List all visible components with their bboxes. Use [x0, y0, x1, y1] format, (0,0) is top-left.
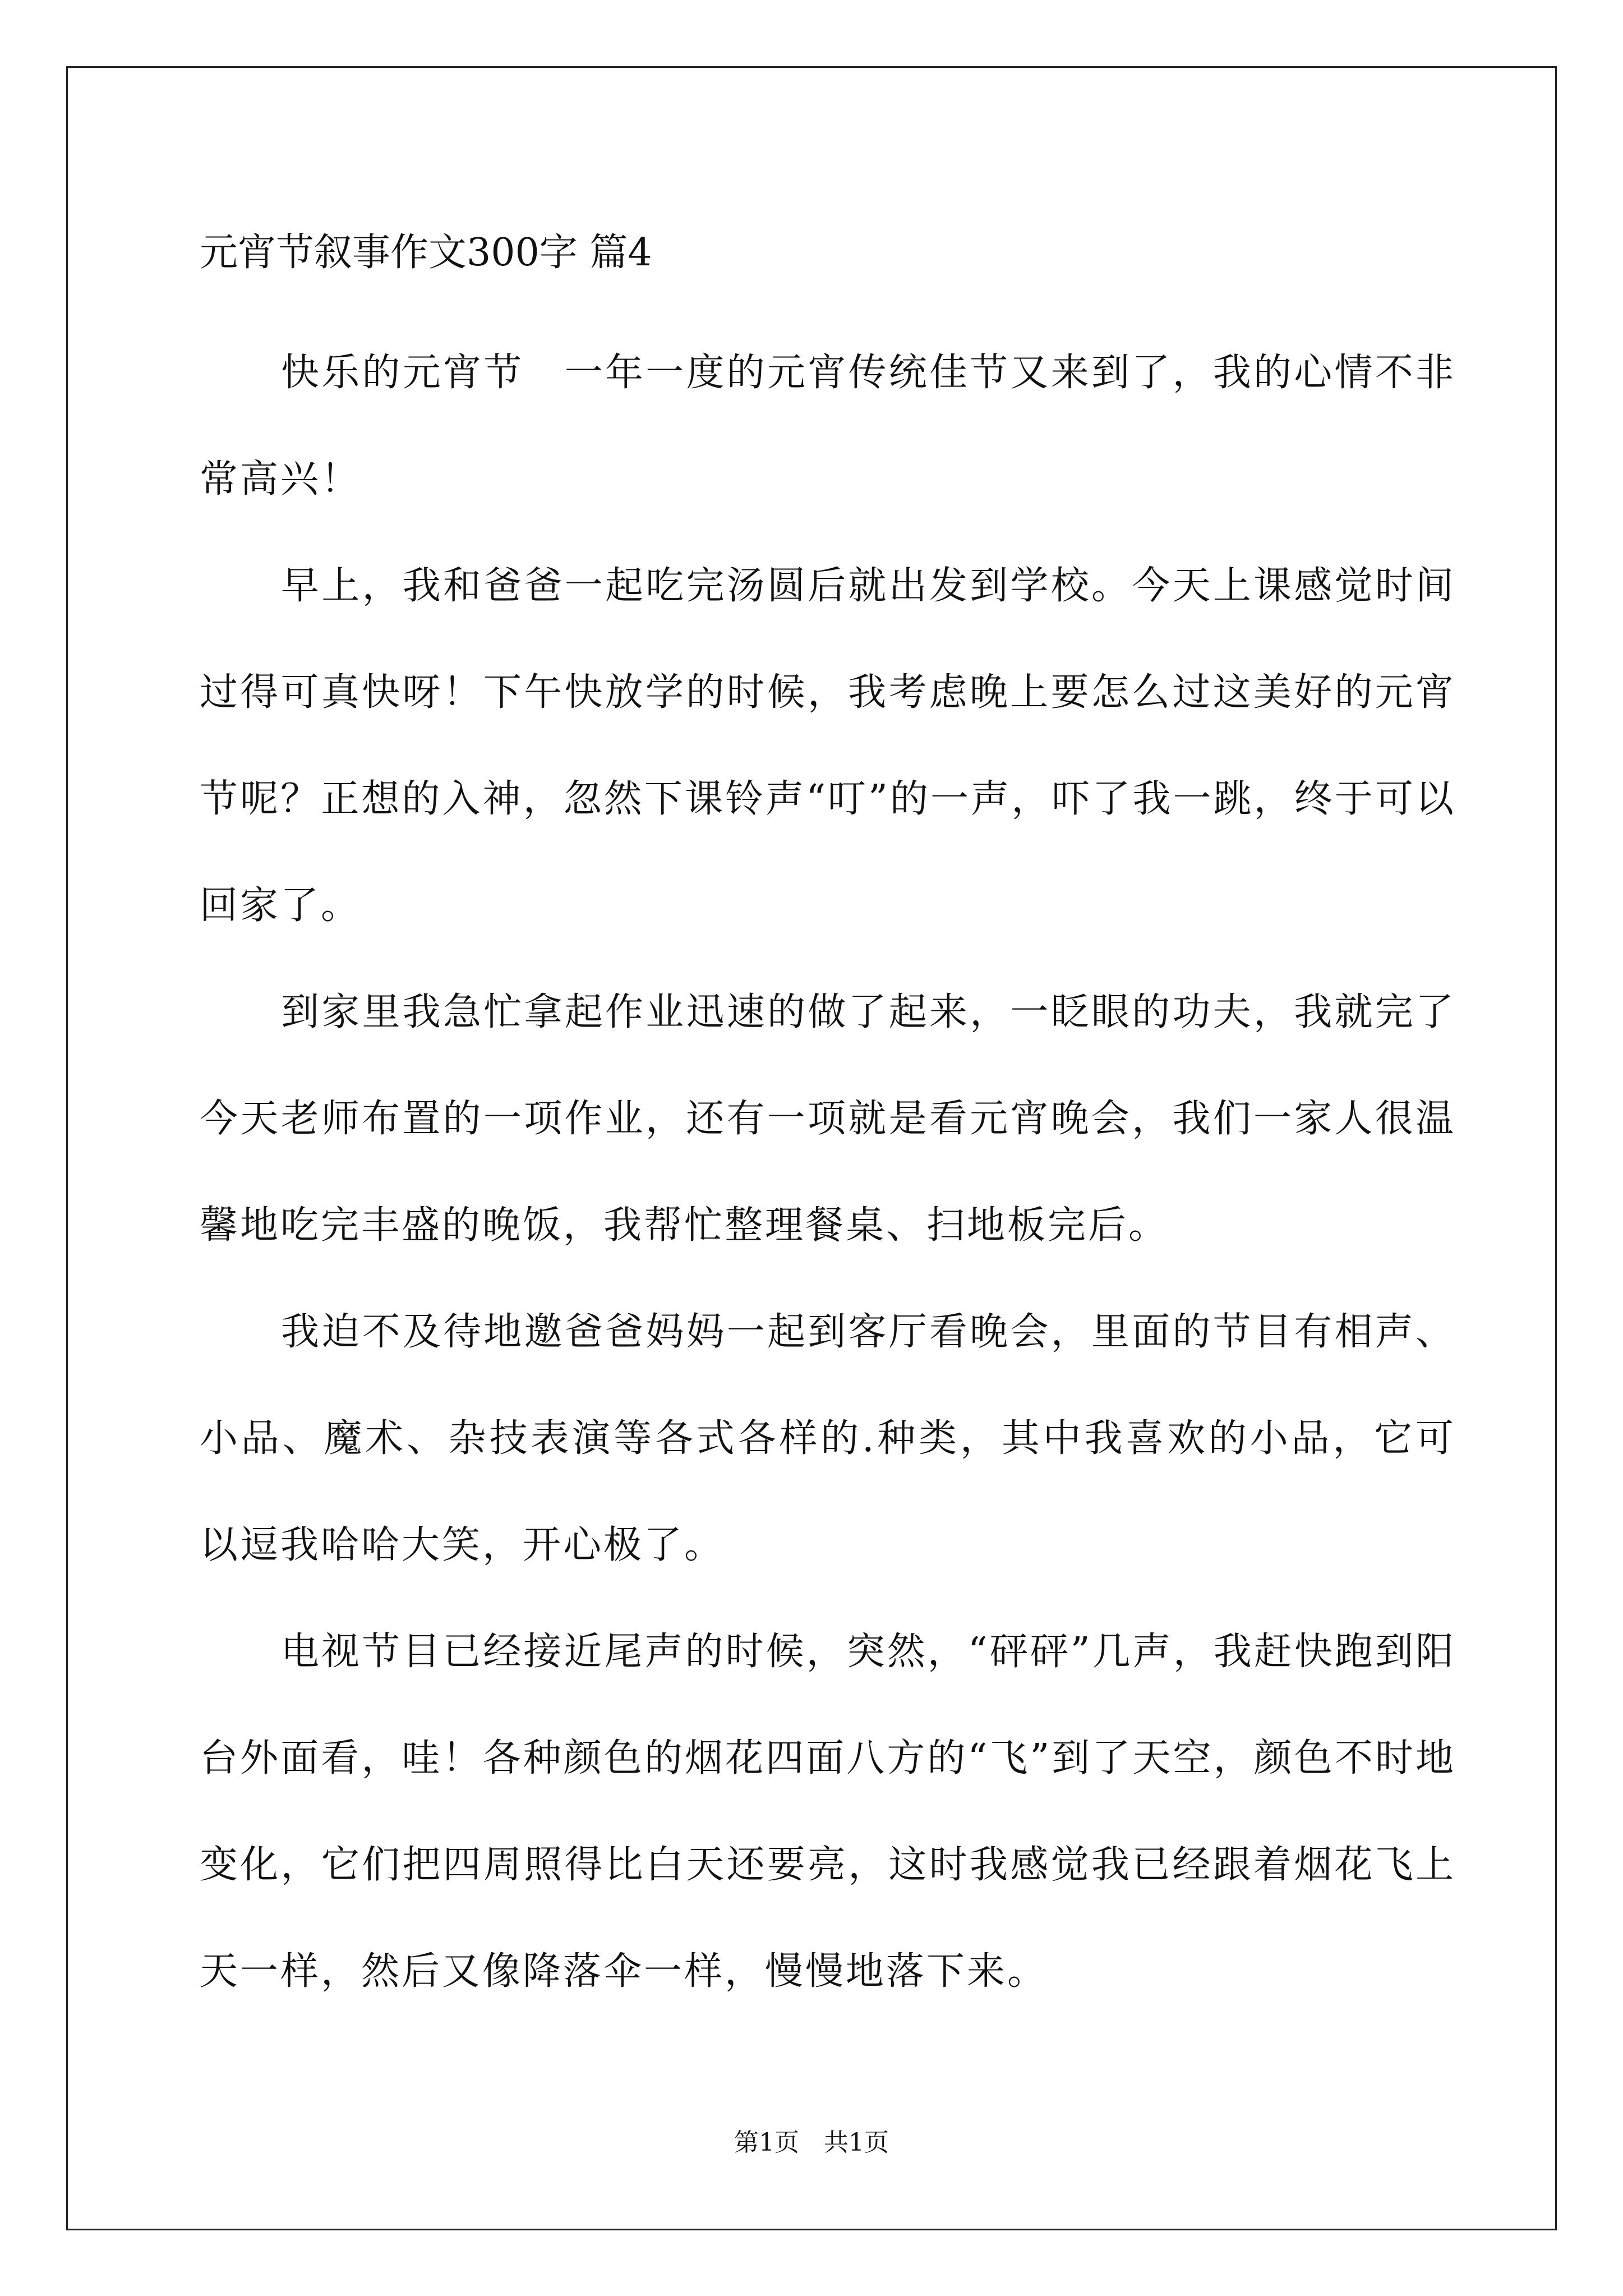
page-footer: 第1页 共1页 — [734, 2128, 889, 2157]
document-title: 元宵节叙事作文300字 篇4 — [200, 231, 652, 275]
document-body — [200, 320, 1456, 2025]
paragraph-3: 到家里我急忙拿起作业迅速的做了起来，一眨眼的功夫，我就完了今天老师布置的一项作业，还有一项就是看元宵晚会，我们一家人很温馨地吃完丰盛的晚饭，我帮忙整理餐桌、扫地板完后。 — [200, 990, 1456, 1248]
paragraph-4: 我迫不及待地邀爸爸妈妈一起到客厅看晚会，里面的节目有相声、小品、魔术、杂技表演等各式各样的.种类，其中我喜欢的小品，它可以逗我哈哈大笑，开心极了。 — [200, 1310, 1456, 1567]
paragraph-5: 电视节目已经接近尾声的时候，突然，“砰砰”几声，我赶快跑到阳台外面看，哇！各种颜色的烟花四面八方的“飞”到了天空，颜色不时地变化，它们把四周照得比白天还要亮，这时我感觉我已经跟着烟花飞上天一样，然后又像降落伞一样，慢慢地落下来。 — [200, 1630, 1456, 1994]
paragraph-1: 快乐的元宵节 一年一度的元宵传统佳节又来到了，我的心情不非常高兴！ — [200, 351, 1456, 501]
paragraph-2: 早上，我和爸爸一起吃完汤圆后就出发到学校。今天上课感觉时间过得可真快呀！下午快放学的时候，我考虑晚上要怎么过这美好的元宵节呢？正想的入神，忽然下课铃声“叮”的一声，吓了我一跳，终于可以回家了。 — [200, 564, 1456, 928]
